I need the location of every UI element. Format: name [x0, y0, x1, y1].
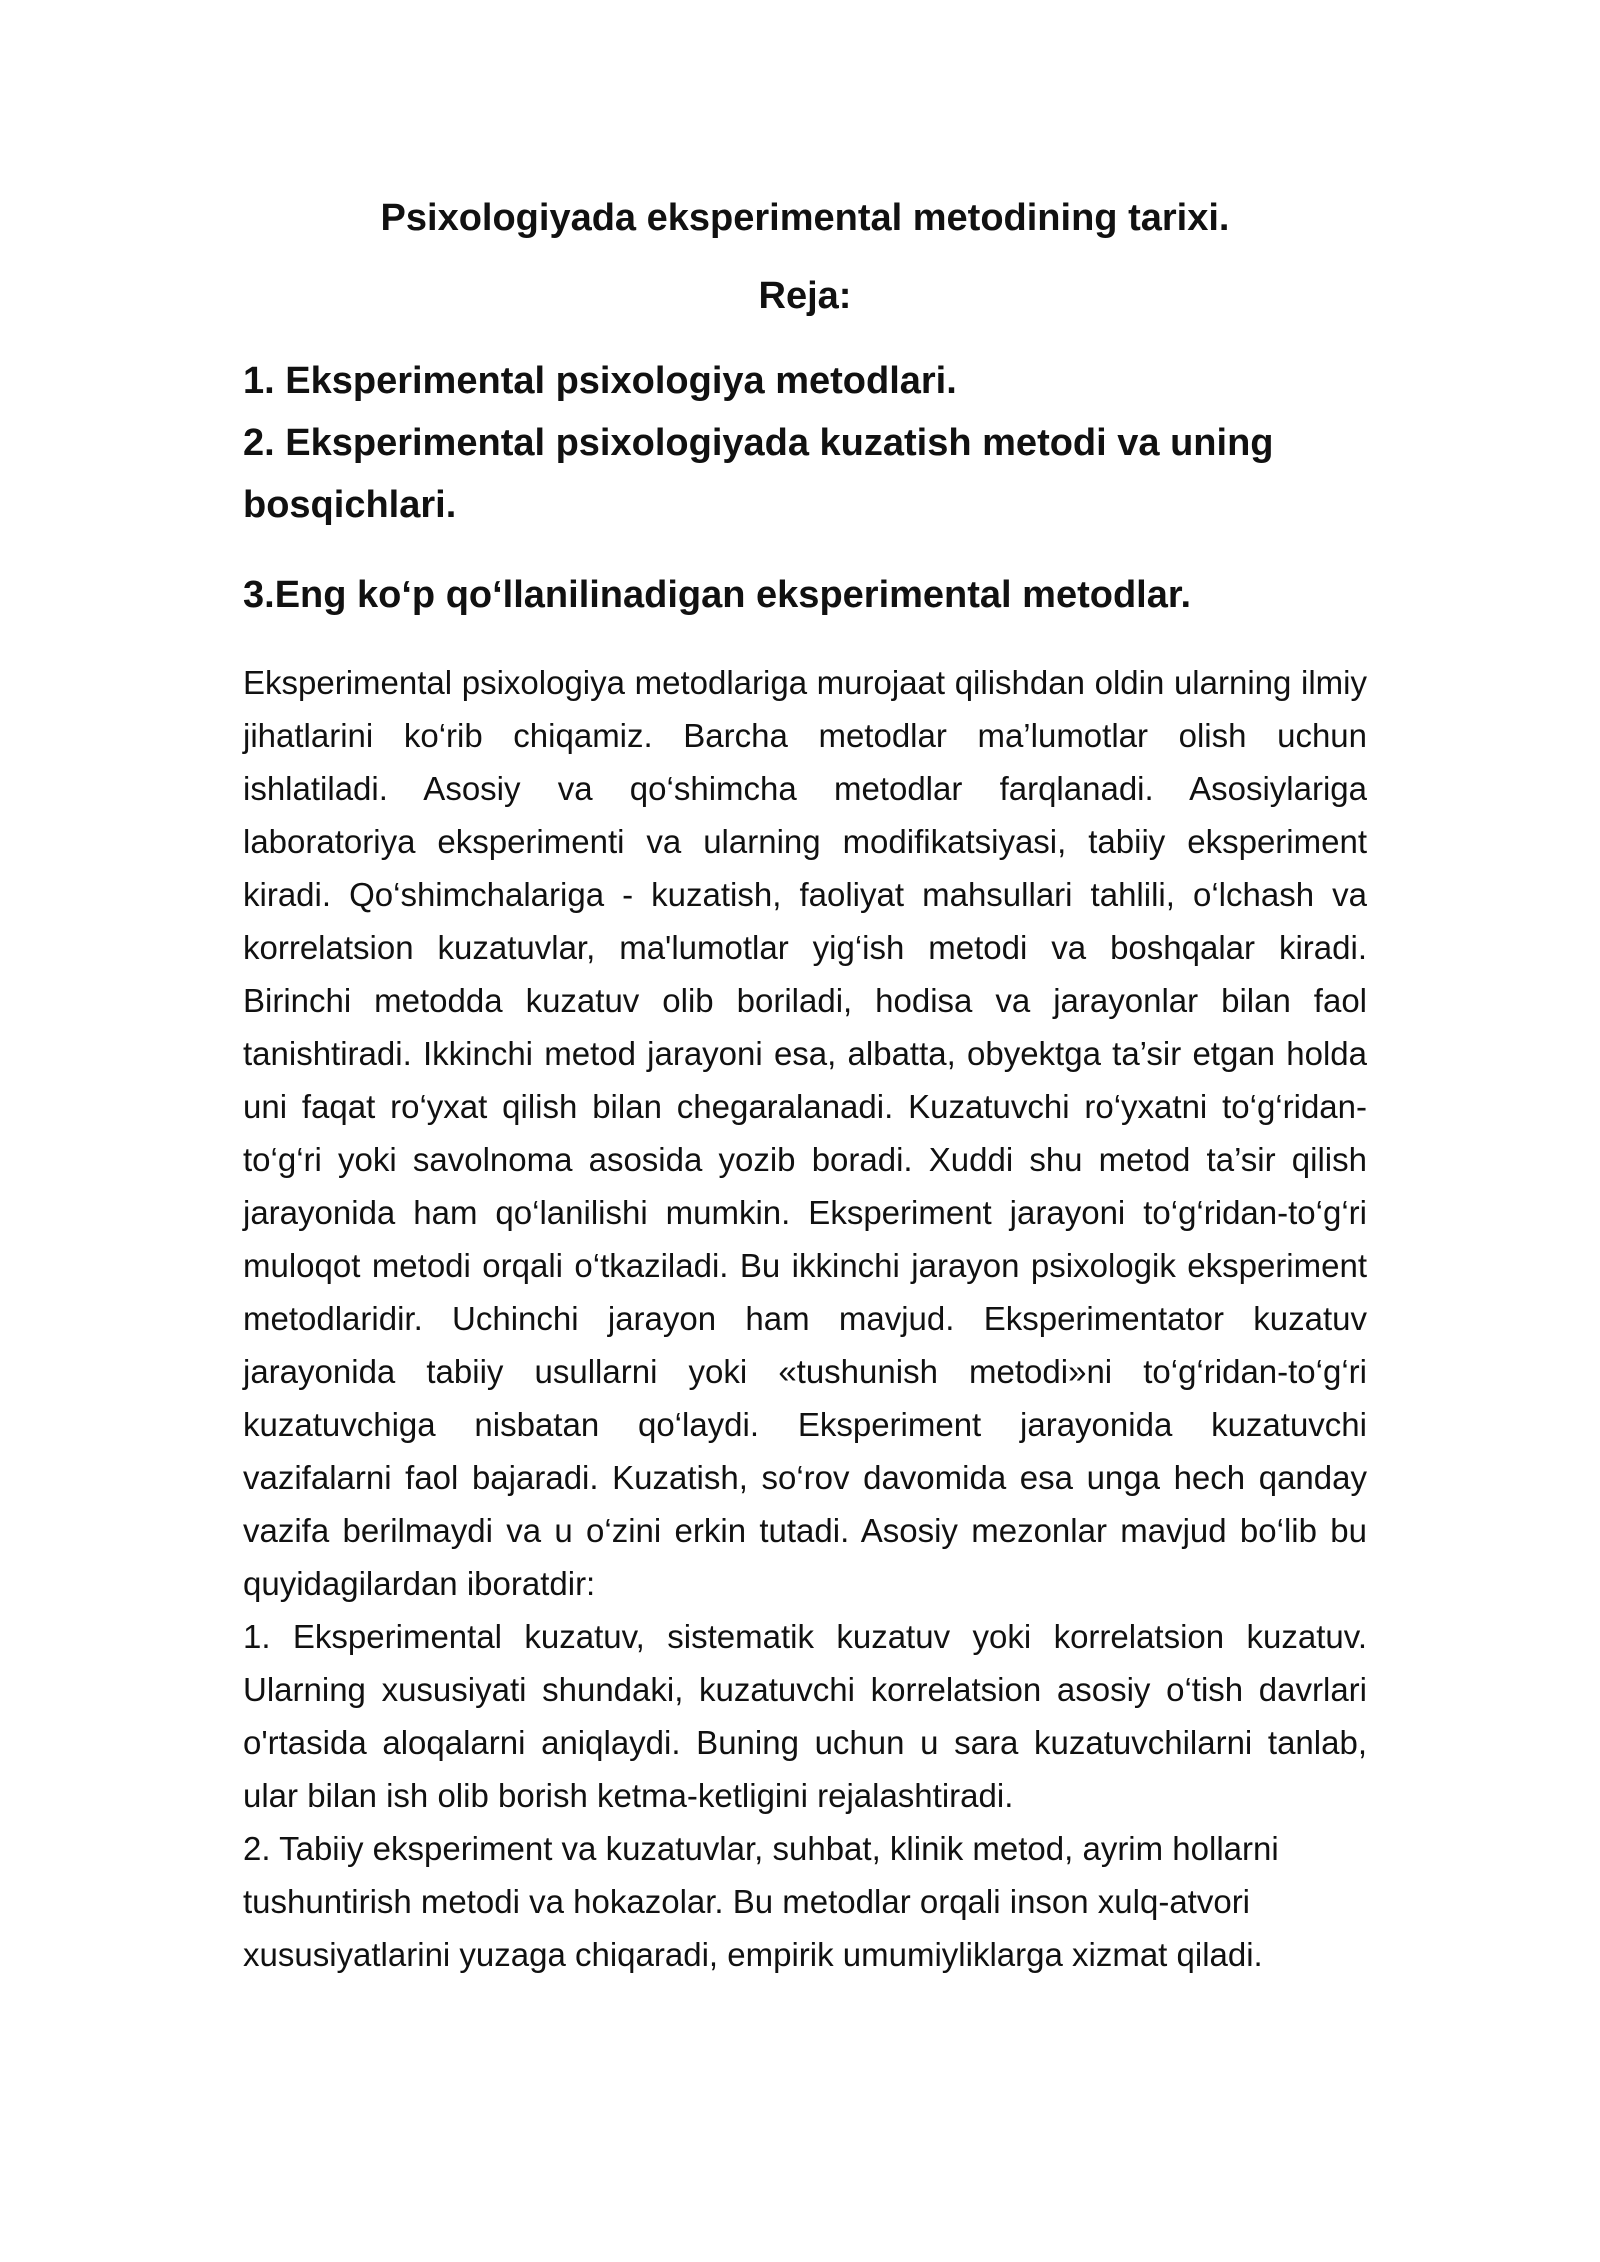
plan-item-2: 2. Eksperimental psixologiyada kuzatish metodi va uning bosqichlari.	[243, 422, 1274, 526]
plan-item-3: 3.Eng ko‘p qo‘llanilinadigan eksperimental metodlar.	[243, 574, 1192, 616]
body-paragraph-1: Eksperimental psixologiya metodlariga murojaat qilishdan oldin ularning ilmiy jihatlarini ko‘rib chiqamiz. Barcha metodlar ma’lumotlar olish uchun ishlatiladi. Asosiy va qo‘shimcha metodlar farqlanadi. Asosiylariga laboratoriya eksperimenti va ularning modifikatsiyasi, tabiiy eksperiment kiradi. Qo‘shimchalariga - kuzatish, faoliyat mahsullari tahlili, o‘lchash va korrelatsion kuzatuvlar, ma'lumotlar yig‘ish metodi va boshqalar kiradi. Birinchi metodda kuzatuv olib boriladi, hodisa va jarayonlar bilan faol tanishtiradi. Ikkinchi metod jarayoni esa, albatta, obyektga ta’sir etgan holda uni faqat ro‘yxat qilish bilan chegaralanadi. Kuzatuvchi ro‘yxatni to‘g‘ridan-to‘g‘ri yoki savolnoma asosida yozib boradi. Xuddi shu metod ta’sir qilish jarayonida ham qo‘lanilishi mumkin. Eksperiment jarayoni to‘g‘ridan-to‘g‘ri muloqot metodi orqali o‘tkaziladi. Bu ikkinchi jarayon psixologik eksperiment metodlaridir. Uchinchi jarayon ham mavjud. Eksperimentator kuzatuv jarayonida tabiiy usullarni yoki «tushunish metodi»ni to‘g‘ridan-to‘g‘ri kuzatuvchiga nisbatan qo‘laydi. Eksperiment jarayonida kuzatuvchi vazifalarni faol bajaradi. Kuzatish, so‘rov davomida esa unga hech qanday vazifa berilmaydi va u o‘zini erkin tutadi. Asosiy mezonlar mavjud bo‘lib bu quyidagilardan iboratdir:	[243, 664, 1367, 1602]
document-title: Psixologiyada eksperimental metodining tarixi.	[380, 197, 1230, 239]
document-body	[243, 656, 1367, 1981]
plan-heading: Reja:	[758, 275, 852, 317]
plan-item-1: 1. Eksperimental psixologiya metodlari.	[243, 360, 957, 402]
document-content	[243, 190, 1367, 1981]
plan-list	[243, 350, 1367, 626]
body-paragraph-2: 1. Eksperimental kuzatuv, sistematik kuzatuv yoki korrelatsion kuzatuv. Ularning xususiyati shundaki, kuzatuvchi korrelatsion asosiy o‘tish davrlari o'rtasida aloqalarni aniqlaydi. Buning uchun u sara kuzatuvchilarni tanlab, ular bilan ish olib borish ketma-ketligini rejalashtiradi.	[243, 1618, 1367, 1814]
body-paragraph-3: 2. Tabiiy eksperiment va kuzatuvlar, suhbat, klinik metod, ayrim hollarni tushuntirish metodi va hokazolar. Bu metodlar orqali inson xulq-atvori xususiyatlarini yuzaga chiqaradi, empirik umumiyliklarga xizmat qiladi.	[243, 1830, 1279, 1973]
